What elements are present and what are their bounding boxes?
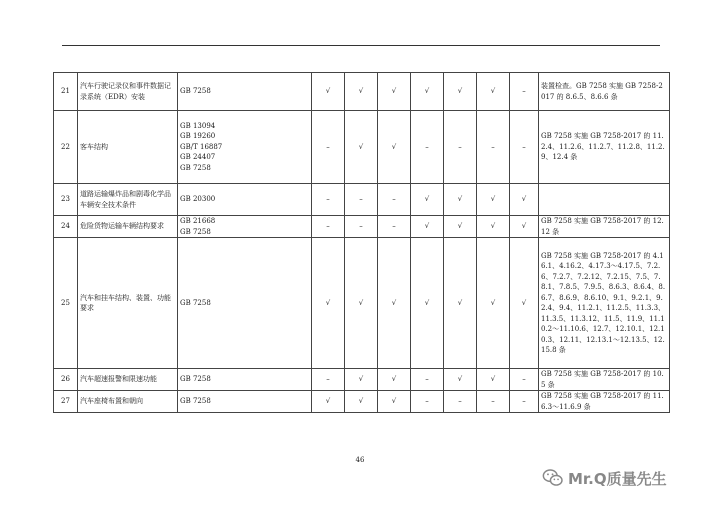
standard-code: GB 7258 — [180, 227, 211, 236]
table-row — [54, 216, 670, 238]
applicability-mark: √ — [411, 238, 444, 369]
applicability-mark: √ — [345, 369, 378, 391]
standard-code: GB 24407 — [180, 153, 216, 162]
standard-code: GB 7258 — [180, 375, 211, 384]
header-rule — [62, 45, 660, 46]
table-row — [54, 111, 670, 184]
standard-code: GB 13094 — [180, 121, 216, 130]
applicability-mark: – — [378, 184, 411, 216]
standard-code: GB 7258 — [180, 87, 211, 96]
applicability-mark: √ — [345, 238, 378, 369]
remark-cell: 装置检查。GB 7258 实施 GB 7258-2017 的 8.6.5、8.6.6 条 — [539, 73, 670, 111]
remark-cell: GB 7258 实施 GB 7258-2017 的 10.5 条 — [539, 369, 670, 391]
applicability-mark: √ — [378, 391, 411, 413]
standards-cell — [178, 238, 312, 369]
remark-cell: GB 7258 实施 GB 7258-2017 的 4.16.1、4.16.2、4.17.3～4.17.5、7.2.6、7.2.7、7.2.12、7.2.15、7.5、7.8.1、7.8.5、7.9.5、8.6.3、8.6.4、8.6.7、8.6.9、8.6.10、9.1、9.2.1、9.2.4、9.4、11.2.1、11.2.5、11.3.3、11.3.5、11.3.12、11.5、11.9、11.10.2～11.10.6、12.7、12.10.1、12.10.3、12.11、12.13.1～12.13.5、12.15.8 条 — [539, 238, 670, 369]
applicability-mark: – — [444, 391, 477, 413]
table-row — [54, 184, 670, 216]
applicability-mark: √ — [411, 184, 444, 216]
applicability-mark: √ — [444, 73, 477, 111]
applicability-mark: – — [312, 111, 345, 184]
table-row — [54, 73, 670, 111]
applicability-mark: √ — [477, 184, 510, 216]
page-number: 46 — [355, 456, 365, 464]
applicability-mark: √ — [345, 73, 378, 111]
applicability-mark: √ — [477, 216, 510, 238]
applicability-mark: √ — [444, 184, 477, 216]
item-name: 客车结构 — [78, 111, 178, 184]
row-number: 23 — [54, 184, 78, 216]
remark-cell: GB 7258 实施 GB 7258-2017 的 11.6.3～11.6.9 条 — [539, 391, 670, 413]
row-number: 21 — [54, 73, 78, 111]
applicability-mark: – — [510, 111, 539, 184]
applicability-mark: – — [312, 184, 345, 216]
standard-code: GB 7258 — [180, 397, 211, 406]
remark-cell: GB 7258 实施 GB 7258-2017 的 11.2.4、11.2.6、11.2.7、11.2.8、11.2.9、12.4 条 — [539, 111, 670, 184]
applicability-mark: √ — [411, 73, 444, 111]
applicability-mark: √ — [312, 73, 345, 111]
applicability-mark: √ — [477, 73, 510, 111]
applicability-mark: √ — [378, 369, 411, 391]
applicability-mark: √ — [444, 216, 477, 238]
standard-code: GB 19260 — [180, 132, 216, 141]
standard-code: GB 7258 — [180, 163, 211, 172]
applicability-mark: √ — [510, 184, 539, 216]
applicability-mark: √ — [444, 238, 477, 369]
applicability-mark: √ — [312, 238, 345, 369]
watermark-text: Mr.Q质量先生 — [568, 469, 667, 488]
spec-table — [53, 72, 670, 413]
standards-cell — [178, 184, 312, 216]
remark-cell: GB 7258 实施 GB 7258-2017 的 12.12 条 — [539, 216, 670, 238]
applicability-mark: √ — [477, 369, 510, 391]
standards-cell — [178, 111, 312, 184]
standards-cell — [178, 73, 312, 111]
item-name: 道路运输爆炸品和剧毒化学品车辆安全技术条件 — [78, 184, 178, 216]
applicability-mark: √ — [477, 238, 510, 369]
applicability-mark: √ — [345, 391, 378, 413]
applicability-mark: √ — [378, 73, 411, 111]
standard-code: GB 7258 — [180, 298, 211, 307]
applicability-mark: – — [411, 369, 444, 391]
applicability-mark: √ — [510, 216, 539, 238]
applicability-mark: √ — [378, 238, 411, 369]
wechat-icon — [542, 467, 564, 489]
applicability-mark: – — [510, 369, 539, 391]
table-row — [54, 391, 670, 413]
watermark — [542, 467, 667, 489]
remark-cell — [539, 184, 670, 216]
applicability-mark: – — [378, 216, 411, 238]
item-name: 汽车座椅布置和朝向 — [78, 391, 178, 413]
applicability-mark: – — [444, 111, 477, 184]
row-number: 26 — [54, 369, 78, 391]
applicability-mark: √ — [510, 238, 539, 369]
applicability-mark: √ — [345, 111, 378, 184]
applicability-mark: √ — [411, 216, 444, 238]
applicability-mark: – — [345, 184, 378, 216]
row-number: 22 — [54, 111, 78, 184]
applicability-mark: – — [510, 73, 539, 111]
applicability-mark: – — [411, 391, 444, 413]
standards-cell — [178, 391, 312, 413]
item-name: 汽车和挂车结构、装置、功能要求 — [78, 238, 178, 369]
standards-cell — [178, 369, 312, 391]
standard-code: GB 20300 — [180, 195, 216, 204]
applicability-mark: – — [312, 216, 345, 238]
item-name: 危险货物运输车辆结构要求 — [78, 216, 178, 238]
table-row — [54, 238, 670, 369]
applicability-mark: – — [345, 216, 378, 238]
item-name: 汽车行驶记录仪和事件数据记录系统（EDR）安装 — [78, 73, 178, 111]
row-number: 27 — [54, 391, 78, 413]
applicability-mark: – — [477, 111, 510, 184]
applicability-mark: √ — [444, 369, 477, 391]
standard-code: GB 21668 — [180, 217, 216, 225]
applicability-mark: √ — [378, 111, 411, 184]
table-row — [54, 369, 670, 391]
item-name: 汽车超速报警和限速功能 — [78, 369, 178, 391]
applicability-mark: – — [411, 111, 444, 184]
row-number: 24 — [54, 216, 78, 238]
table-body — [54, 73, 670, 413]
applicability-mark: – — [477, 391, 510, 413]
standards-cell — [178, 216, 312, 238]
applicability-mark: – — [510, 391, 539, 413]
applicability-mark: – — [312, 369, 345, 391]
standard-code: GB/T 16887 — [180, 142, 223, 151]
applicability-mark: √ — [312, 391, 345, 413]
row-number: 25 — [54, 238, 78, 369]
